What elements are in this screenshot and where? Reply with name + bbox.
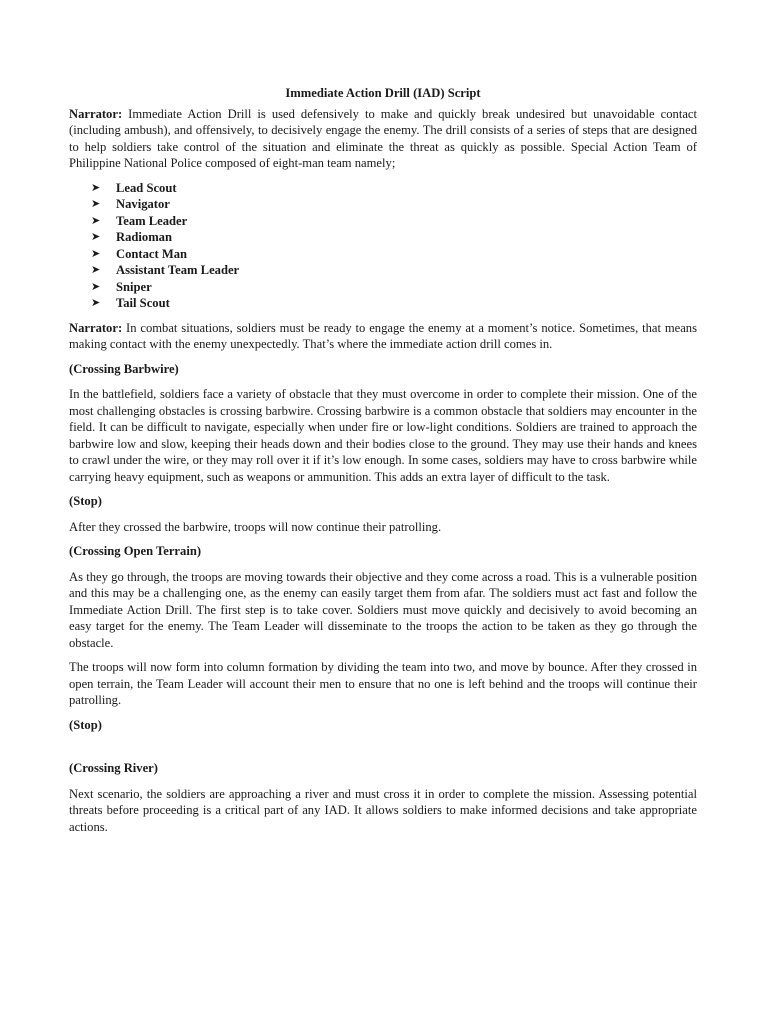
list-item [91, 295, 697, 312]
arrowhead-bullet-icon: ➤ [91, 231, 101, 243]
narrator-paragraph [69, 320, 697, 353]
arrowhead-bullet-icon: ➤ [91, 181, 101, 194]
role-label: Lead Scout [116, 180, 177, 195]
arrowhead-bullet-icon: ➤ [91, 214, 101, 227]
role-label: Tail Scout [116, 296, 170, 310]
stop-marker: (Stop) [69, 494, 102, 508]
list-item [91, 262, 697, 279]
role-label: Team Leader [116, 213, 188, 228]
arrowhead-bullet-icon: ➤ [91, 247, 101, 260]
open-terrain-paragraph-1: As they go through, the troops are moving towards their objective and they come across a road. This is a vulnerable position and this may be a challenging one, as the enemy can easily target them from afar. The soldiers must act fast and follow the Immediate Action Drill. The first step is to take cover. Soldiers must move quickly and decisively to avoid becoming an easy target for the enemy. The Team Leader will disseminate to the troops the action to be taken as they go through the obstacle. [69, 569, 697, 650]
narrator-text: In combat situations, soldiers must be ready to engage the enemy at a moment’s notice. Sometimes, that means making contact with the enemy unexpectedly. That’s where the immediate action drill comes in. [69, 320, 697, 351]
document-page [69, 83, 697, 843]
team-roles-list [69, 180, 697, 312]
list-item [91, 246, 697, 263]
role-label: Contact Man [116, 246, 188, 261]
river-paragraph: Next scenario, the soldiers are approaching a river and must cross it in order to complete the mission. Assessing potential threats before proceeding is a critical part of any IAD. It allows soldiers to make informed decisions and take appropriate actions. [69, 786, 697, 834]
role-label: Sniper [116, 279, 152, 294]
list-item [91, 180, 697, 197]
barbwire-after-paragraph: After they crossed the barbwire, troops will now continue their patrolling. [69, 519, 442, 534]
list-item [91, 213, 697, 230]
intro-text: Immediate Action Drill is used defensively to make and quickly break undesired but unavoidable contact (including ambush), and offensively, to decisively engage the enemy. The drill consists of a series of steps that are designed to help soldiers take control of the situation and eliminate the threat as quickly as possible. Special Action Team of Philippine National Police composed of eight-man team namely; [69, 106, 697, 170]
list-item [91, 229, 697, 246]
open-terrain-paragraph-2: The troops will now form into column formation by dividing the team into two, and move by bounce. After they crossed in open terrain, the Team Leader will account their men to ensure that no one is left behind and the troops will continue their patrolling. [69, 660, 697, 707]
list-item [91, 196, 697, 213]
narrator-label: Narrator: [69, 106, 123, 121]
list-item [91, 279, 697, 296]
section-heading-river: (Crossing River) [69, 761, 158, 775]
barbwire-paragraph: In the battlefield, soldiers face a variety of obstacle that they must overcome in order to complete their mission. One of the most challenging obstacles is crossing barbwire. Crossing barbwire is a common obstacle that soldiers may encounter in the field. It can be difficult to navigate, especially when under fire or low-light conditions. Soldiers are trained to approach the barbwire low and slow, keeping their heads down and their bodies close to the ground. They may use their hands and knees to crawl under the wire, or they may roll over it if it’s low enough. In some cases, soldiers may have to cross barbwire while carrying heavy equipment, such as weapons or ammunition. This adds an extra layer of difficult to the task. [69, 387, 697, 484]
arrowhead-bullet-icon: ➤ [91, 198, 101, 210]
stop-marker: (Stop) [69, 717, 102, 732]
intro-paragraph [69, 106, 697, 172]
role-label: Navigator [116, 197, 170, 211]
spacer [69, 742, 697, 760]
role-label: Radioman [116, 230, 172, 244]
arrowhead-bullet-icon: ➤ [91, 280, 101, 293]
role-label: Assistant Team Leader [116, 263, 240, 277]
arrowhead-bullet-icon: ➤ [91, 264, 101, 276]
narrator-label: Narrator: [69, 320, 123, 335]
document-title: Immediate Action Drill (IAD) Script [285, 86, 481, 100]
section-heading-open-terrain: (Crossing Open Terrain) [69, 544, 202, 558]
arrowhead-bullet-icon: ➤ [91, 297, 101, 309]
section-heading-barbwire: (Crossing Barbwire) [69, 361, 179, 376]
